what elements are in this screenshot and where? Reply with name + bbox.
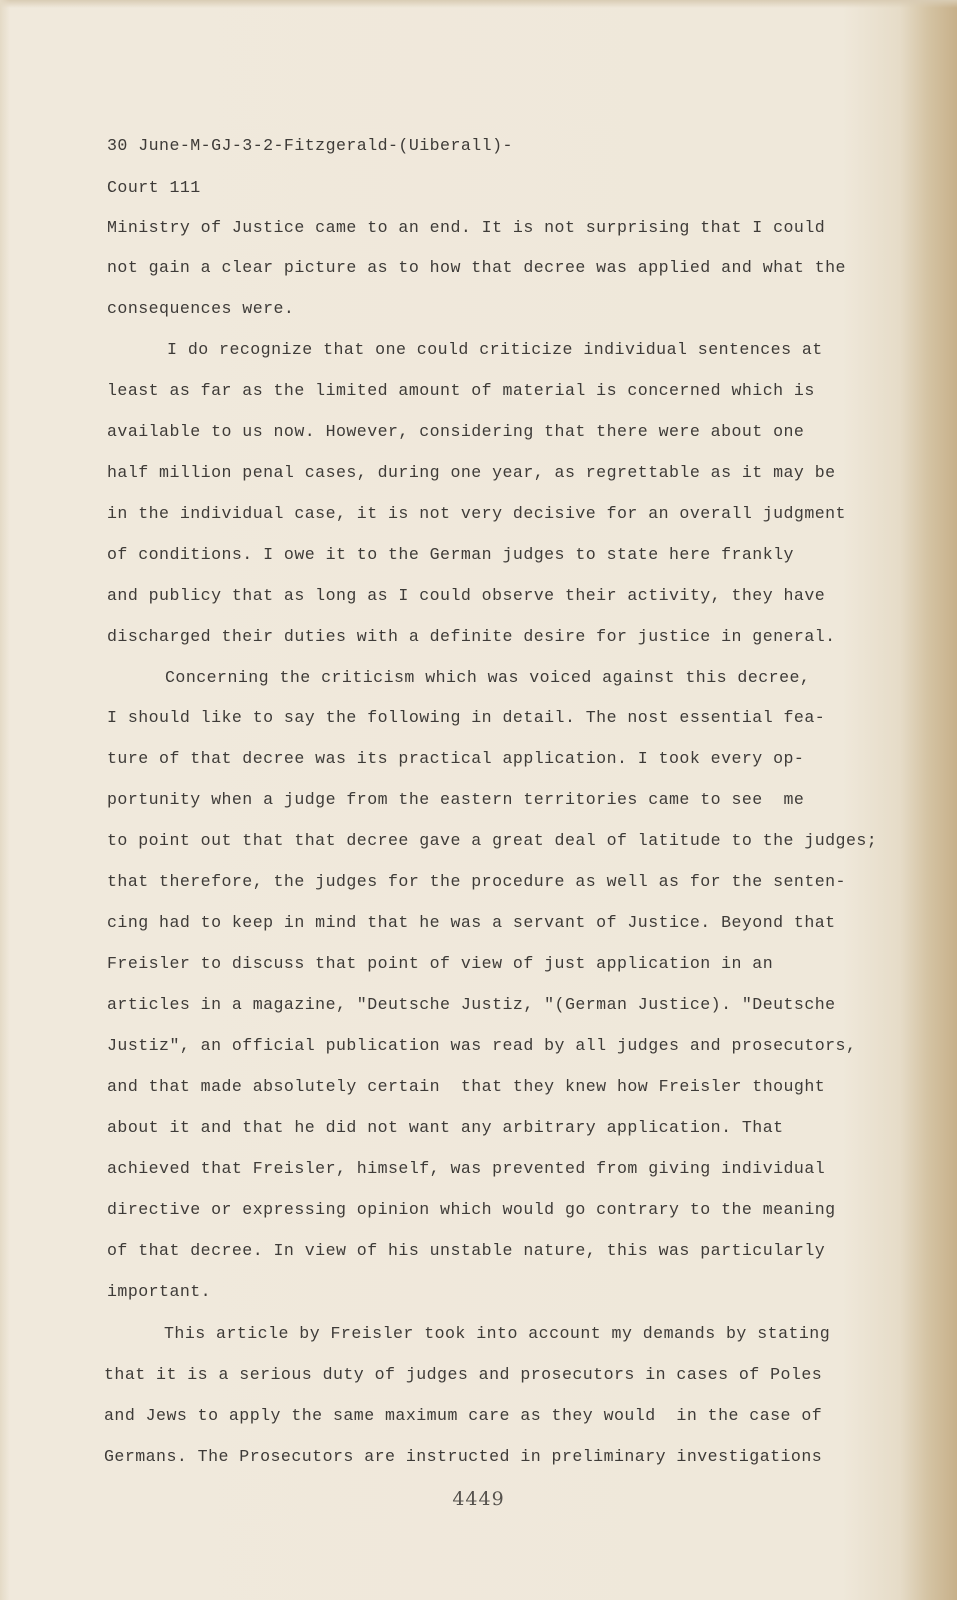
- text-line: in the individual case, it is not very decisive for an overall judgment: [107, 504, 846, 523]
- text-line: available to us now. However, considering that there were about one: [107, 422, 805, 441]
- text-line: directive or expressing opinion which would go contrary to the meaning: [107, 1200, 836, 1219]
- text-line: about it and that he did not want any arbitrary application. That: [107, 1118, 784, 1137]
- text-line: discharged their duties with a definite desire for justice in general.: [107, 627, 836, 646]
- text-line: Freisler to discuss that point of view of just application in an: [107, 954, 774, 973]
- text-line: not gain a clear picture as to how that decree was applied and what the: [107, 258, 846, 277]
- page-number: 4449: [452, 1488, 505, 1510]
- text-line: achieved that Freisler, himself, was prevented from giving individual: [107, 1159, 826, 1178]
- header-line: 30 June-M-GJ-3-2-Fitzgerald-(Uiberall)-: [107, 136, 513, 155]
- text-line: I should like to say the following in detail. The nost essential fea-: [107, 708, 826, 727]
- text-line: of conditions. I owe it to the German judges to state here frankly: [107, 545, 794, 564]
- text-line: I do recognize that one could criticize individual sentences at: [167, 340, 823, 359]
- text-line: Concerning the criticism which was voiced against this decree,: [165, 668, 811, 687]
- text-line: Ministry of Justice came to an end. It is not surprising that I could: [107, 218, 826, 237]
- text-line: ture of that decree was its practical application. I took every op-: [107, 749, 805, 768]
- court-line: Court 111: [107, 178, 201, 197]
- text-line: that it is a serious duty of judges and prosecutors in cases of Poles: [104, 1365, 823, 1384]
- text-line: Justiz", an official publication was read by all judges and prosecutors,: [107, 1036, 857, 1055]
- text-line: of that decree. In view of his unstable nature, this was particularly: [107, 1241, 826, 1260]
- text-line: consequences were.: [107, 299, 295, 318]
- text-line: This article by Freisler took into account my demands by stating: [164, 1324, 831, 1343]
- text-line: and publicy that as long as I could observe their activity, they have: [107, 586, 826, 605]
- text-line: and Jews to apply the same maximum care as they would in the case of: [104, 1406, 823, 1425]
- text-line: portunity when a judge from the eastern territories came to see me: [107, 790, 805, 809]
- text-line: Germans. The Prosecutors are instructed in preliminary investigations: [104, 1447, 823, 1466]
- text-line: and that made absolutely certain that they knew how Freisler thought: [107, 1077, 826, 1096]
- text-line: least as far as the limited amount of material is concerned which is: [107, 381, 815, 400]
- text-line: half million penal cases, during one year, as regrettable as it may be: [107, 463, 836, 482]
- text-line: cing had to keep in mind that he was a servant of Justice. Beyond that: [107, 913, 836, 932]
- text-line: that therefore, the judges for the procedure as well as for the senten-: [107, 872, 846, 891]
- text-line: articles in a magazine, "Deutsche Justiz, "(German Justice). "Deutsche: [107, 995, 836, 1014]
- text-line: to point out that that decree gave a great deal of latitude to the judges;: [107, 831, 878, 850]
- text-line: important.: [107, 1282, 212, 1301]
- paper-top-edge: [0, 0, 957, 8]
- paper-left-edge: [0, 0, 10, 1600]
